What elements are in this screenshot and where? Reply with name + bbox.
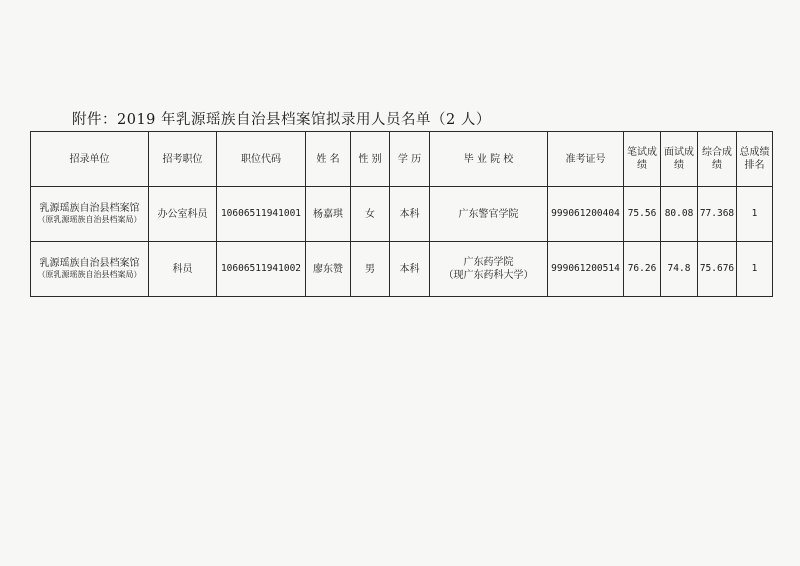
cell-written: 76.26 xyxy=(624,242,661,297)
header-rank: 总成绩排名 xyxy=(737,132,773,187)
header-school: 毕 业 院 校 xyxy=(430,132,548,187)
header-position: 招考职位 xyxy=(149,132,217,187)
unit-former-name: （原乳源瑶族自治县档案局） xyxy=(37,270,142,280)
cell-school xyxy=(430,187,548,242)
header-exam-no: 准考证号 xyxy=(548,132,624,187)
cell-code: 10606511941001 xyxy=(217,187,306,242)
cell-total: 77.368 xyxy=(698,187,737,242)
header-education: 学 历 xyxy=(390,132,430,187)
unit-name: 乳源瑶族自治县档案馆 xyxy=(39,203,140,215)
school-current-name: （现广东药科大学） xyxy=(443,270,534,281)
header-name: 姓 名 xyxy=(306,132,351,187)
header-gender: 性 别 xyxy=(351,132,390,187)
cell-position: 办公室科员 xyxy=(149,187,217,242)
cell-written: 75.56 xyxy=(624,187,661,242)
header-unit: 招录单位 xyxy=(31,132,149,187)
cell-total: 75.676 xyxy=(698,242,737,297)
cell-rank: 1 xyxy=(737,242,773,297)
cell-interview: 74.8 xyxy=(661,242,698,297)
hiring-roster-table xyxy=(30,131,773,297)
cell-position: 科员 xyxy=(149,242,217,297)
cell-exam-no: 999061200404 xyxy=(548,187,624,242)
header-written: 笔试成绩 xyxy=(624,132,661,187)
cell-unit xyxy=(31,242,149,297)
cell-interview: 80.08 xyxy=(661,187,698,242)
school-name: 广东药学院 xyxy=(463,257,514,268)
cell-rank: 1 xyxy=(737,187,773,242)
document-title: 附件：2019 年乳源瑶族自治县档案馆拟录用人员名单（2 人） xyxy=(72,112,491,128)
cell-name: 杨嘉琪 xyxy=(306,187,351,242)
cell-exam-no: 999061200514 xyxy=(548,242,624,297)
school-name: 广东警官学院 xyxy=(458,208,519,220)
cell-education: 本科 xyxy=(390,187,430,242)
table-row xyxy=(31,187,773,242)
cell-education: 本科 xyxy=(390,242,430,297)
unit-name: 乳源瑶族自治县档案馆 xyxy=(39,258,140,270)
header-total: 综合成绩 xyxy=(698,132,737,187)
cell-gender: 男 xyxy=(351,242,390,297)
cell-code: 10606511941002 xyxy=(217,242,306,297)
header-interview: 面试成绩 xyxy=(661,132,698,187)
cell-unit xyxy=(31,187,149,242)
unit-former-name: （原乳源瑶族自治县档案局） xyxy=(37,215,142,225)
table-header-row xyxy=(31,132,773,187)
cell-name: 廖东赞 xyxy=(306,242,351,297)
header-code: 职位代码 xyxy=(217,132,306,187)
cell-gender: 女 xyxy=(351,187,390,242)
table-row xyxy=(31,242,773,297)
cell-school xyxy=(430,242,548,297)
